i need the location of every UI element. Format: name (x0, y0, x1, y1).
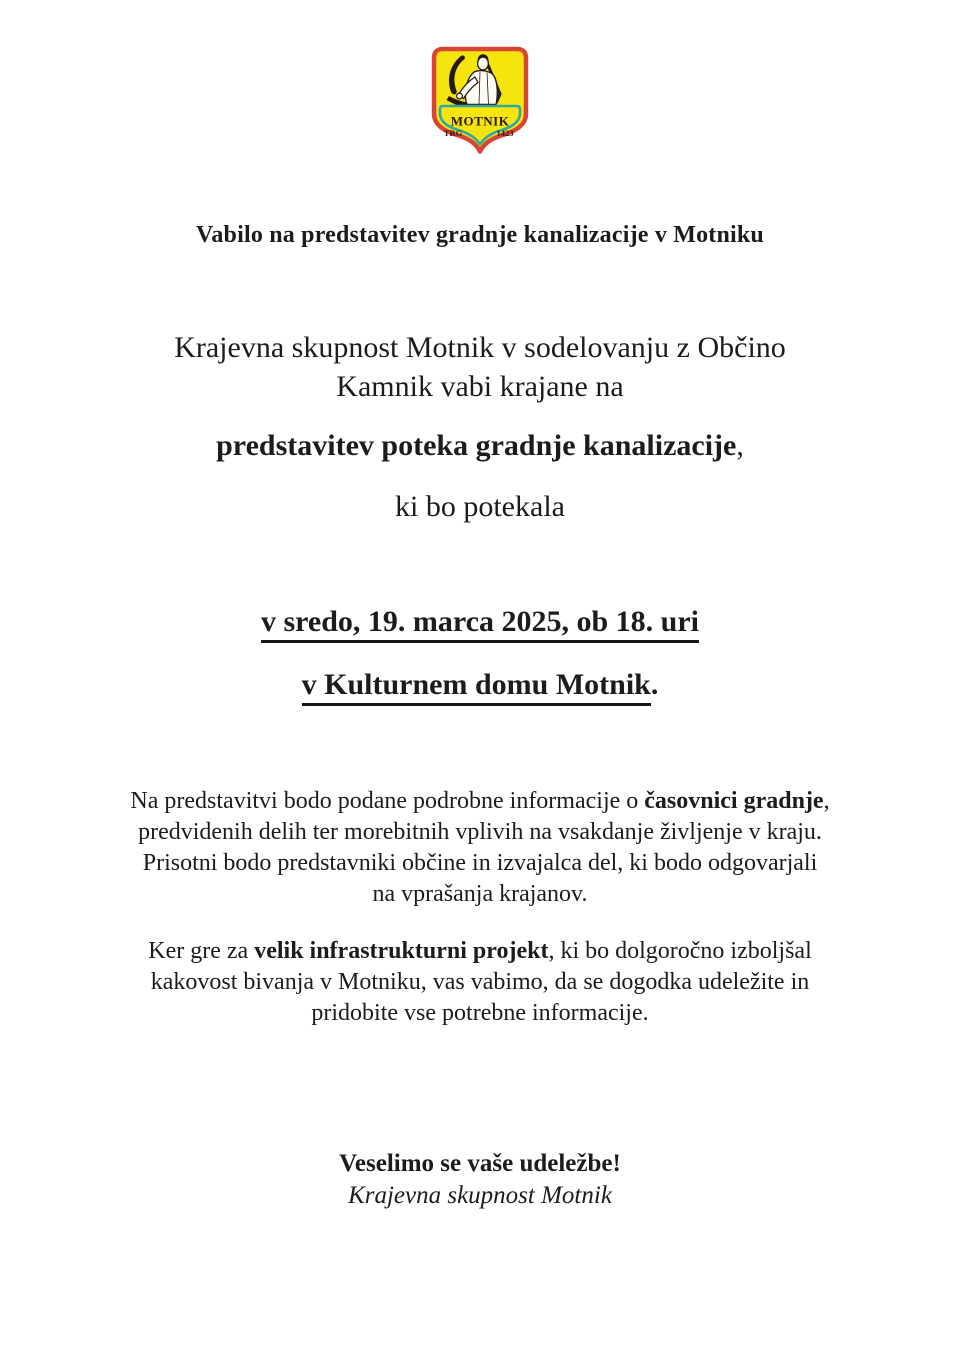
body-text (130, 786, 830, 1029)
event-location-line (0, 668, 960, 702)
paragraph-info (130, 786, 830, 910)
event-location-period: . (650, 668, 659, 701)
event-subject-bold: predstavitev poteka gradnje kanalizacije (216, 429, 737, 462)
paragraph-info-bold: časovnici gradnje (644, 788, 824, 814)
event-subject-comma: , (736, 429, 744, 462)
logo-year-label: 1423 (496, 128, 514, 138)
logo-trg-label: TRG (443, 128, 463, 138)
intro-text (0, 328, 960, 406)
intro-line-1: Krajevna skupnost Motnik v sodelovanju z Občino (174, 331, 786, 364)
paragraph-invite-post: , ki bo dolgoročno izboljšal kakovost bivanja v Motniku, vas vabimo, da se dogodka udeležite in pridobite vse potrebne informacije. (150, 938, 812, 1026)
page-title: Vabilo na predstavitev gradnje kanalizacije v Motniku (196, 222, 764, 248)
paragraph-info-pre: Na predstavitvi bodo podane podrobne informacije o (130, 788, 645, 814)
signature-line: Krajevna skupnost Motnik (348, 1182, 612, 1209)
figure-hand (457, 93, 463, 99)
motnik-coat-of-arms-logo (430, 46, 530, 158)
event-location: v Kulturnem domu Motnik (302, 668, 651, 706)
intro-line-2: Kamnik vabi krajane na (336, 370, 624, 403)
connector-line: ki bo potekala (395, 490, 565, 523)
paragraph-invite-bold: velik infrastrukturni projekt (254, 938, 549, 964)
paragraph-info-post: , predvidenih delih ter morebitnih vplivih na vsakdanje življenje v kraju. Prisotni bodo predstavniki občine in izvajalca del, ki bodo odgovarjali na vprašanja krajanov. (138, 788, 830, 907)
event-datetime: v sredo, 19. marca 2025, ob 18. uri (261, 605, 699, 643)
paragraph-invite-pre: Ker gre za (148, 938, 255, 964)
figure-head (478, 57, 489, 70)
paragraph-invite (130, 936, 830, 1029)
coat-of-arms-icon (430, 46, 530, 158)
logo-town-name: MOTNIK (450, 113, 510, 129)
event-datetime-line (0, 605, 960, 639)
footer (0, 1148, 960, 1212)
event-subject-line (0, 429, 960, 463)
closing-line: Veselimo se vaše udeležbe! (339, 1150, 621, 1177)
